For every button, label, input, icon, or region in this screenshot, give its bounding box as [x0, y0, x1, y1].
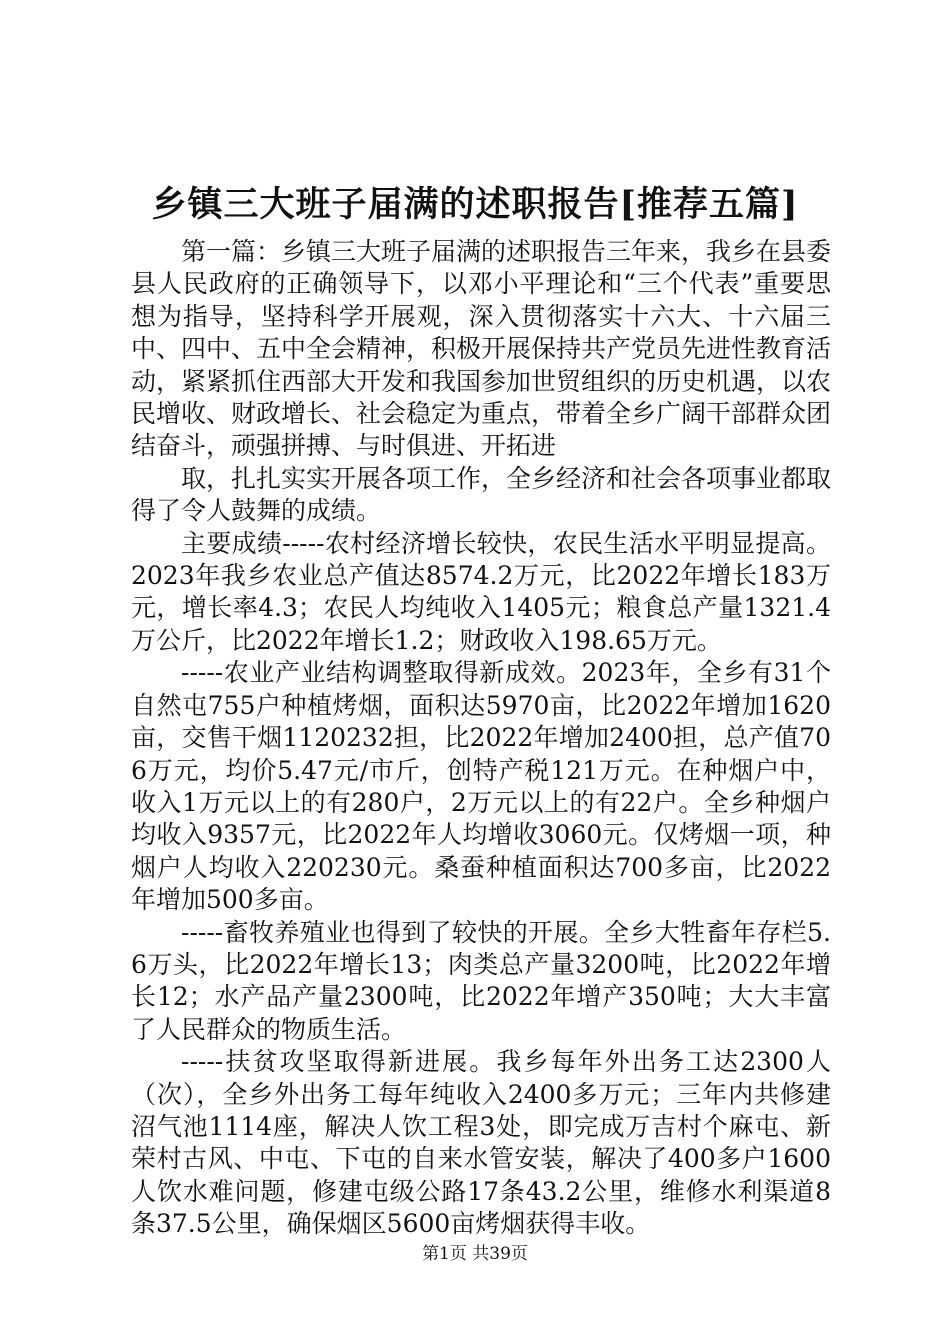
paragraph: 第一篇：乡镇三大班子届满的述职报告三年来，我乡在县委县人民政府的正确领导下，以邓小平理论和“三个代表”重要思想为指导，坚持科学开展观，深入贯彻落实十六大、十六届三中、四中、五中全会精神，积极开展保持共产党员先进性教育活动，紧紧抓住西部大开发和我国参加世贸组织的历史机遇，以农民增收、财政增长、社会稳定为重点，带着全乡广阔干部群众团结奋斗，顽强拼搏、与时俱进、开拓进: [131, 237, 832, 461]
paragraph: -----畜牧养殖业也得到了较快的开展。全乡大牲畜年存栏5.6万头，比2022年增长13；肉类总产量3200吨，比2022年增长12；水产品产量2300吨，比2022年增产350吨；大大丰富了人民群众的物质生活。: [131, 917, 831, 1044]
paragraph: -----扶贫攻坚取得新进展。我乡每年外出务工达2300人（次），全乡外出务工每年纯收入2400多万元；三年内共修建沼气池1114座，解决人饮工程3处，即完成万吉村个麻屯、新荣村古风、中屯、下屯的自来水管安装，解决了400多户1600人饮水难问题，修建屯级公路17条43.2公里，维修水利渠道8条37.5公里，确保烟区5600亩烤烟获得丰收。: [131, 1047, 831, 1239]
document-title: 乡镇三大班子届满的述职报告[推荐五篇]: [151, 184, 799, 225]
paragraph: -----农业产业结构调整取得新成效。2023年，全乡有31个自然屯755户种植烤烟，面积达5970亩，比2022年增加1620亩，交售干烟1120232担，比2022年增加2400担，总产值706万元，均价5.47元/市斤，创特产税121万元。在种烟户中，收入1万元以上的有280户，2万元以上的有22户。全乡种烟户均收入9357元，比2022年人均增收3060元。仅烤烟一项，种烟户人均收入220230元。桑蚕种植面积达700多亩，比2022年增加500多亩。: [131, 658, 831, 915]
paragraph: 主要成绩-----农村经济增长较快，农民生活水平明显提高。2023年我乡农业总产值达8574.2万元，比2022年增长183万元，增长率4.3；农民人均纯收入1405元；粮食总产量1321.4万公斤，比2022年增长1.2；财政收入198.65万元。: [131, 528, 831, 655]
document-body: [131, 236, 831, 1241]
page-number-footer: 第1页 共39页: [422, 1244, 528, 1264]
paragraph: 取，扎扎实实开展各项工作，全乡经济和社会各项事业都取得了令人鼓舞的成绩。: [131, 463, 832, 526]
